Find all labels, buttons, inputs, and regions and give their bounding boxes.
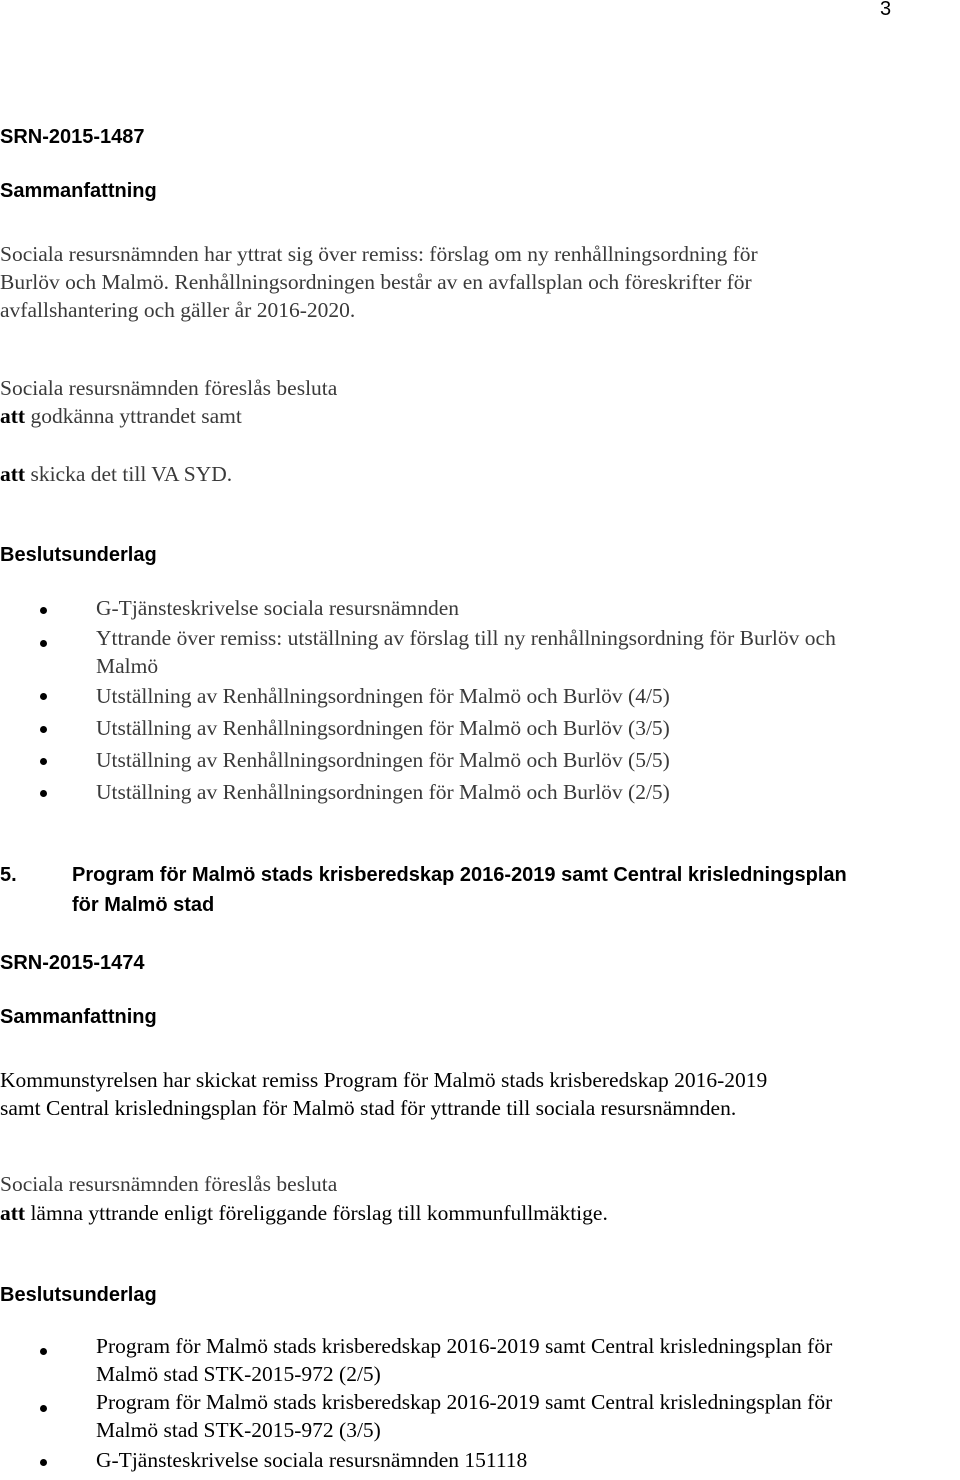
- list-item: Yttrande över remiss: utställning av förslag till ny renhållningsordning för Burlöv och: [96, 626, 836, 650]
- list-item: Program för Malmö stads krisberedskap 2016-2019 samt Central krisledningsplan för: [96, 1390, 833, 1414]
- page-number: 3: [880, 0, 892, 20]
- section-title-continuation: för Malmö stad: [72, 894, 215, 916]
- list-item-continuation: Malmö stad STK-2015-972 (3/5): [96, 1418, 381, 1442]
- bullet-icon: [40, 1459, 47, 1466]
- summary-line: samt Central krisledningsplan för Malmö stad för yttrande till sociala resursnämnden.: [0, 1096, 737, 1120]
- list-item: Utställning av Renhållningsordningen för Malmö och Burlöv (2/5): [96, 780, 670, 804]
- bullet-icon: [40, 693, 47, 700]
- list-item-continuation: Malmö stad STK-2015-972 (2/5): [96, 1362, 381, 1386]
- list-item: Program för Malmö stads krisberedskap 2016-2019 samt Central krisledningsplan för: [96, 1334, 833, 1358]
- case-id: SRN-2015-1474: [0, 952, 145, 974]
- proposal-item: [0, 404, 242, 429]
- summary-line: avfallshantering och gäller år 2016-2020.: [0, 298, 356, 322]
- summary-line: Burlöv och Malmö. Renhållningsordningen består av en avfallsplan och föreskrifter för: [0, 270, 752, 294]
- proposal-text: skicka det till VA SYD.: [30, 462, 233, 486]
- proposal-intro: Sociala resursnämnden föreslås besluta: [0, 1172, 338, 1196]
- summary-heading: Sammanfattning: [0, 1006, 157, 1028]
- bullet-icon: [40, 1348, 47, 1355]
- basis-heading: Beslutsunderlag: [0, 544, 157, 566]
- att-word: att: [0, 462, 26, 486]
- proposal-item: [0, 462, 232, 487]
- proposal-text: lämna yttrande enligt föreliggande förslag till kommunfullmäktige.: [30, 1201, 608, 1225]
- summary-line: Sociala resursnämnden har yttrat sig över remiss: förslag om ny renhållningsordning för: [0, 242, 758, 266]
- bullet-icon: [40, 726, 47, 733]
- summary-line: Kommunstyrelsen har skickat remiss Program för Malmö stads krisberedskap 2016-2019: [0, 1068, 768, 1092]
- bullet-icon: [40, 758, 47, 765]
- bullet-icon: [40, 607, 47, 614]
- proposal-intro: Sociala resursnämnden föreslås besluta: [0, 376, 338, 400]
- case-id: SRN-2015-1487: [0, 126, 145, 148]
- att-word: att: [0, 404, 26, 428]
- proposal-text: godkänna yttrandet samt: [30, 404, 242, 428]
- list-item: G-Tjänsteskrivelse sociala resursnämnden 151118: [96, 1448, 528, 1472]
- list-item: Utställning av Renhållningsordningen för Malmö och Burlöv (4/5): [96, 684, 670, 708]
- list-item: Utställning av Renhållningsordningen för Malmö och Burlöv (3/5): [96, 716, 670, 740]
- list-item-continuation: Malmö: [96, 654, 159, 678]
- proposal-item: [0, 1201, 608, 1226]
- list-item: G-Tjänsteskrivelse sociala resursnämnden: [96, 596, 459, 620]
- bullet-icon: [40, 1405, 47, 1412]
- section-number: 5.: [0, 864, 17, 886]
- list-item: Utställning av Renhållningsordningen för Malmö och Burlöv (5/5): [96, 748, 670, 772]
- summary-heading: Sammanfattning: [0, 180, 157, 202]
- att-word: att: [0, 1201, 26, 1225]
- bullet-icon: [40, 790, 47, 797]
- bullet-icon: [40, 640, 47, 647]
- section-title: Program för Malmö stads krisberedskap 2016-2019 samt Central krisledningsplan: [72, 864, 847, 886]
- basis-heading: Beslutsunderlag: [0, 1284, 157, 1306]
